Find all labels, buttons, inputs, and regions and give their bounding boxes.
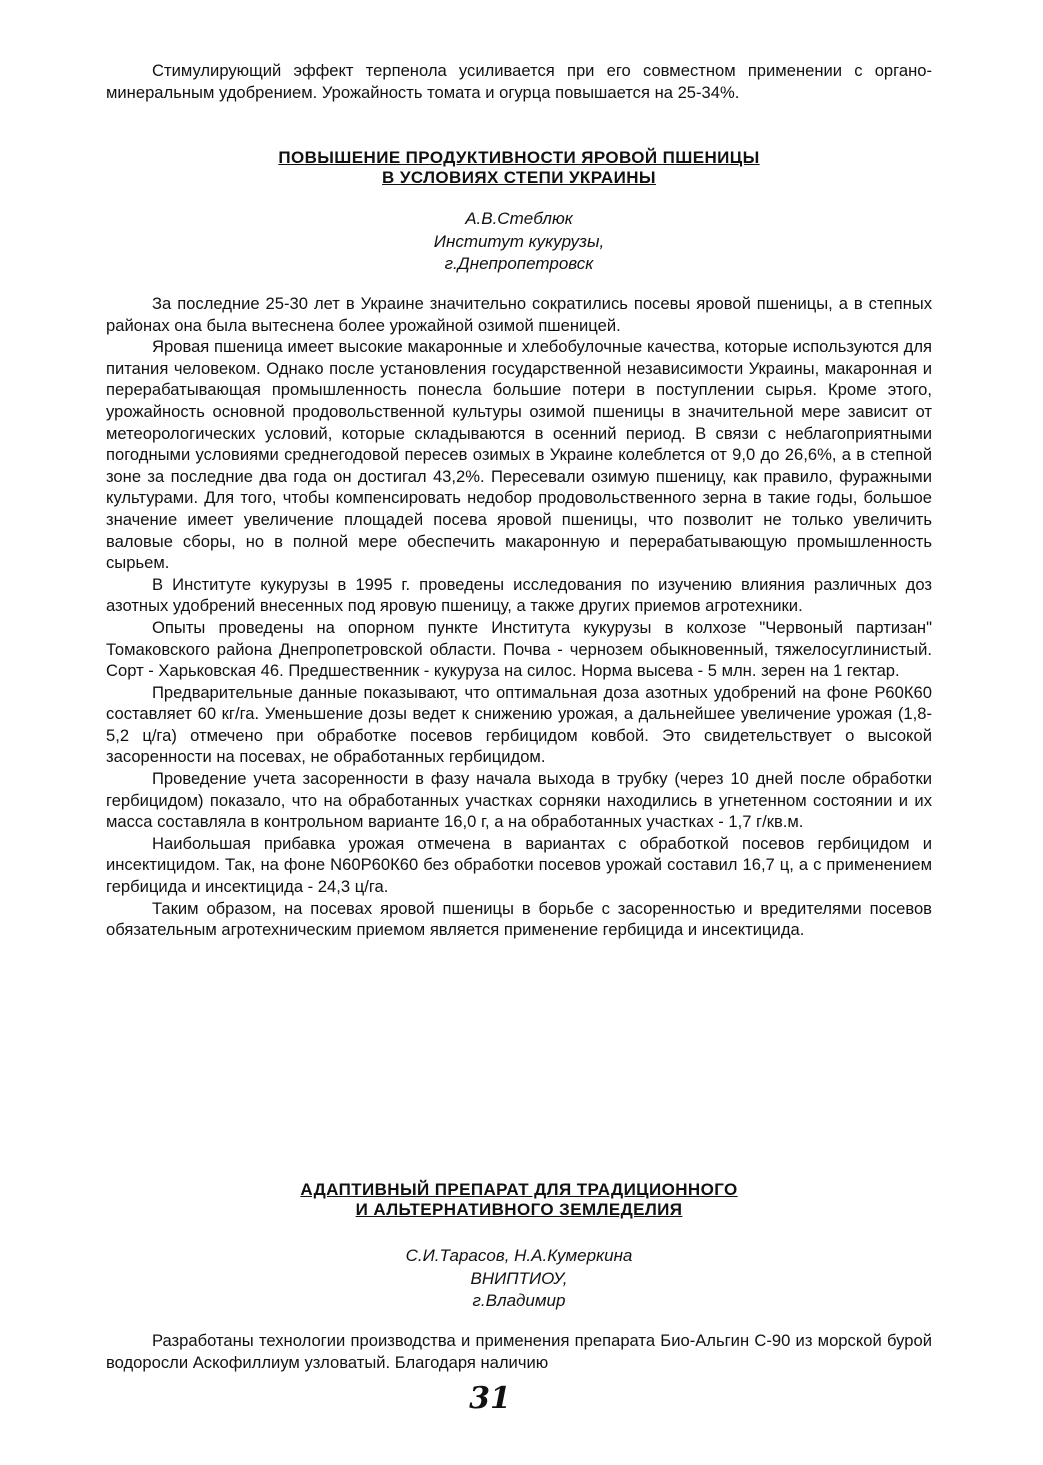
article1-title-line1: ПОВЫШЕНИЕ ПРОДУКТИВНОСТИ ЯРОВОЙ ПШЕНИЦЫ — [278, 148, 760, 167]
article2-paragraph: Разработаны технологии производства и применения препарата Био-Альгин С-90 из морской бурой водоросли Аскофиллиум узловатый. Благодаря наличию — [106, 1331, 932, 1372]
intro-block — [106, 60, 932, 103]
article1-paragraph: Предварительные данные показывают, что оптимальная доза азотных удобрений на фоне Р60К60 составляет 60 кг/га. Уменьшение дозы ведет к снижению урожая, а дальнейшее увеличение урожая (1,8-5,2 ц/га) отмечено при обработке посевов гербицидом ковбой. Это свидетельствует о высокой засоренности на посевах, не обработанных гербицидом. — [106, 682, 932, 767]
article2-authors: С.И.Тарасов, Н.А.Кумеркина — [405, 1246, 633, 1265]
intro-paragraph: Стимулирующий эффект терпенола усиливается при его совместном применении с органо-минеральным удобрением. Урожайность томата и огурца повышается на 25-34%. — [106, 61, 932, 102]
article1-title-line2: В УСЛОВИЯХ СТЕПИ УКРАИНЫ — [382, 168, 656, 187]
article1-paragraph: Яровая пшеница имеет высокие макаронные и хлебобулочные качества, которые используются для питания человеком. Однако после установления государственной независимости Украины, макаронная и перерабатывающая промышленность понесла большие потери в поступлении сырья. Кроме этого, урожайность основной продовольственной культуры озимой пшеницы в значительной мере зависит от метеорологических условий, которые складываются в осенний период. В связи с неблагоприятными погодными условиями среднегодовой пересев озимых в Украине колеблется от 9,0 до 26,6%, а в степной зоне за последние два года он достигал 43,2%. Пересевали озимую пшеницу, как правило, фуражными культурами. Для того, чтобы компенсировать недобор продовольственного зерна в такие годы, большое значение имеет увеличение площадей посева яровой пшеницы, что позволит не только увеличить валовые сборы, но в полной мере обеспечить макаронную и перерабатывающую промышленность сырьем. — [106, 337, 932, 573]
page-number: 31 — [469, 1381, 511, 1416]
article1-paragraph: Опыты проведены на опорном пункте Института кукурузы в колхозе "Червоный партизан" Томаковского района Днепропетровской области. Почва - чернозем обыкновенный, тяжелосуглинистый. Сорт - Харьковская 46. Предшественник - кукуруза на силос. Норма высева - 5 млн. зерен на 1 гектар. — [106, 617, 932, 681]
article2-institution: ВНИПТИОУ, — [470, 1269, 568, 1288]
article1-paragraph: Проведение учета засоренности в фазу начала выхода в трубку (через 10 дней после обработки гербицидом) показало, что на обработанных участках сорняки находились в угнетенном состоянии и их масса составляла в контрольном варианте 16,0 г, а на обработанных участках - 1,7 г/кв.м. — [106, 769, 932, 832]
article2-body — [106, 1330, 932, 1373]
article2-title-line2: И АЛЬТЕРНАТИВНОГО ЗЕМЛЕДЕЛИЯ — [355, 1200, 683, 1219]
article1-paragraph: Наибольшая прибавка урожая отмечена в вариантах с обработкой посевов гербицидом и инсектицидом. Так, на фоне N60Р60К60 без обработки посевов урожай составил 16,7 ц, а с применением гербицида и инсектицида - 24,3 ц/га. — [106, 833, 932, 897]
article1-paragraph: Таким образом, на посевах яровой пшеницы в борьбе с засоренностью и вредителями посевов обязательным агротехническим приемом является применение гербицида и инсектицида. — [106, 898, 932, 940]
article1-author: А.В.Стеблюк — [465, 209, 573, 228]
article1-city: г.Днепропетровск — [444, 254, 594, 273]
article1-body — [106, 293, 932, 941]
article1-institution: Институт кукурузы, — [433, 232, 605, 251]
article2-title-line1: АДАПТИВНЫЙ ПРЕПАРАТ ДЛЯ ТРАДИЦИОННОГО — [300, 1180, 738, 1199]
article1-paragraph: В Институте кукурузы в 1995 г. проведены исследования по изучению влияния различных доз азотных удобрений внесенных под яровую пшеницу, а также других приемов агротехники. — [106, 574, 932, 616]
article2-city: г.Владимир — [472, 1291, 566, 1310]
article1-paragraph: За последние 25-30 лет в Украине значительно сократились посевы яровой пшеницы, а в степных районах она была вытеснена более урожайной озимой пшеницей. — [106, 294, 932, 335]
